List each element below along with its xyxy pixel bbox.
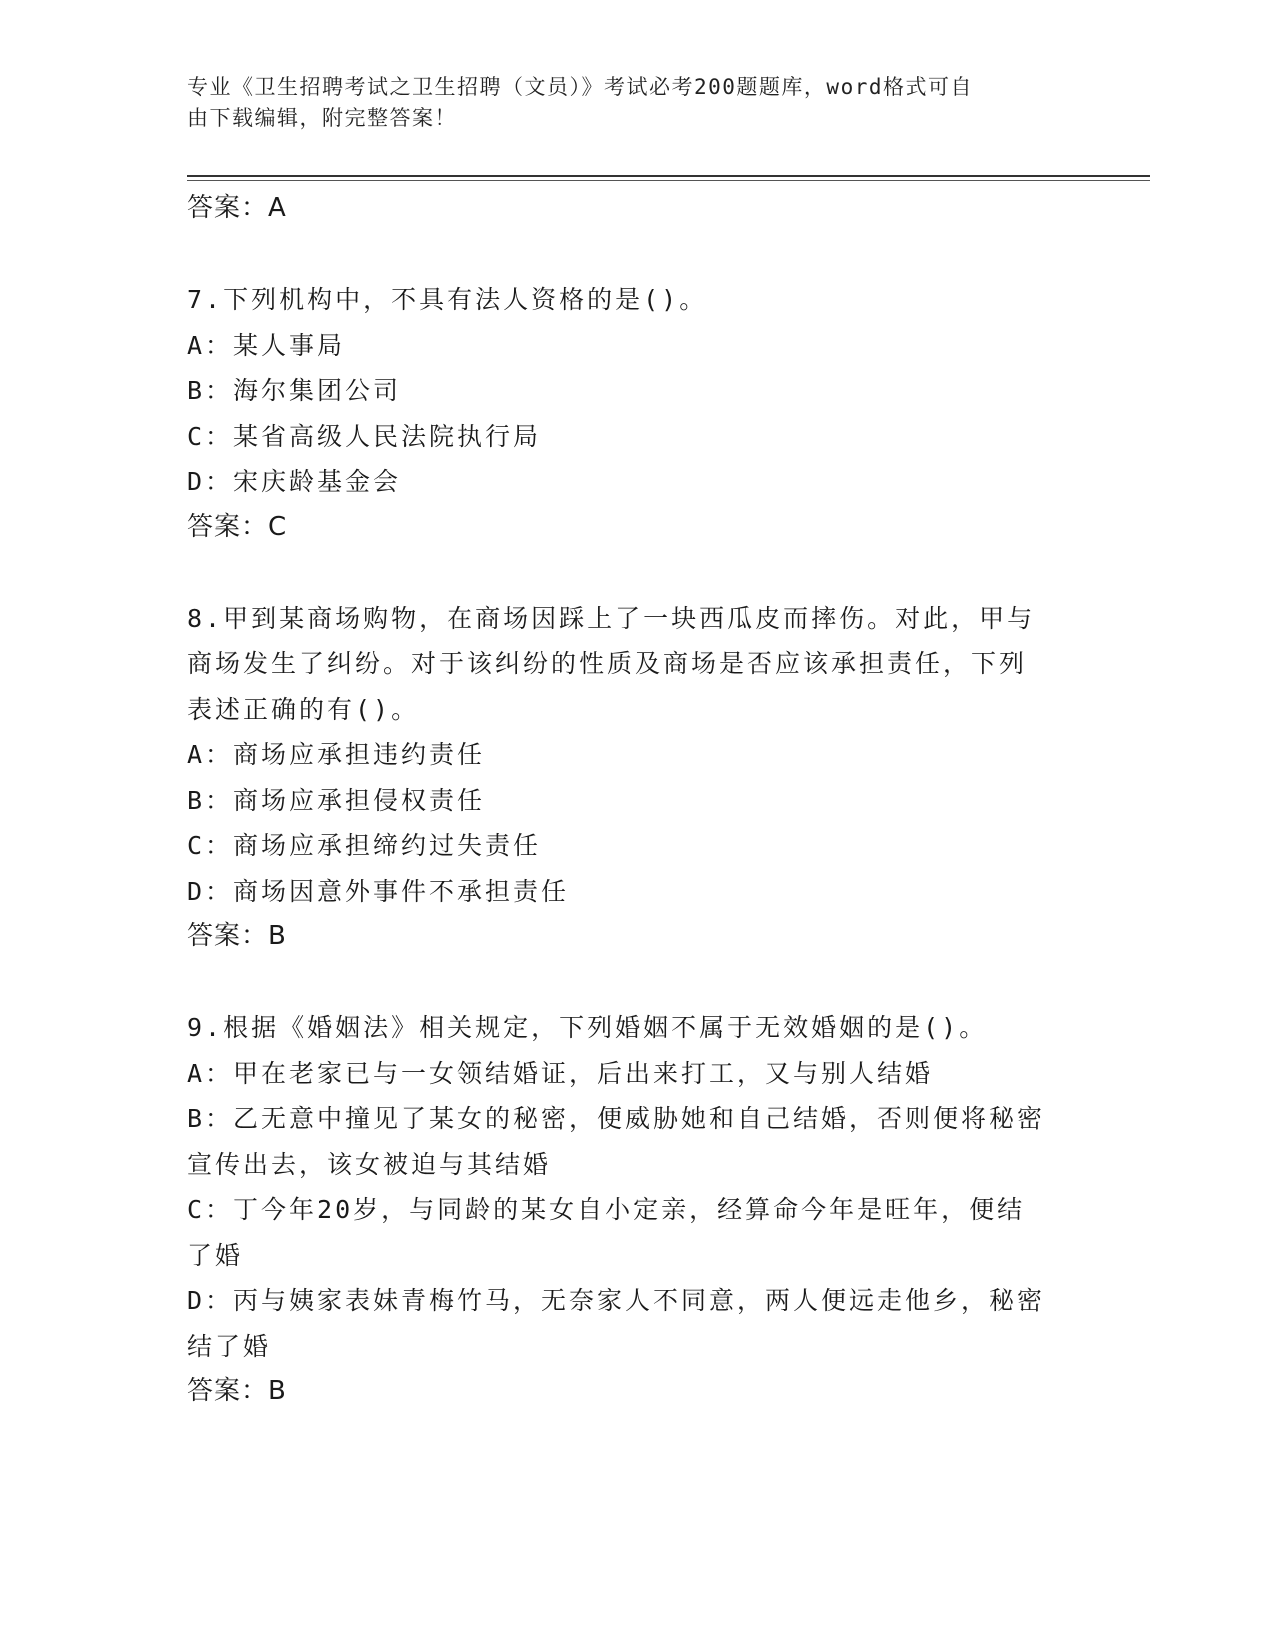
option-c: C：某省高级人民法院执行局 — [187, 421, 542, 451]
option-b: B：商场应承担侵权责任 — [187, 785, 486, 815]
option-c: C：丁今年20岁，与同龄的某女自小定亲，经算命今年是旺年，便结 — [187, 1195, 1026, 1224]
option-b: B：乙无意中撞见了某女的秘密，便威胁她和自己结婚，否则便将秘密 — [187, 1104, 1046, 1133]
question-stem: 9.根据《婚姻法》相关规定，下列婚姻不属于无效婚姻的是()。 — [187, 1013, 988, 1042]
question-stem: 7.下列机构中，不具有法人资格的是()。 — [187, 285, 708, 314]
option-a: A：甲在老家已与一女领结婚证，后出来打工，又与别人结婚 — [187, 1058, 934, 1088]
option-a: A：某人事局 — [187, 330, 346, 360]
answer-line: 答案：B — [187, 1376, 287, 1406]
question-block — [187, 596, 1087, 960]
option-c: C：商场应承担缔约过失责任 — [187, 831, 542, 860]
option-b: B：海尔集团公司 — [187, 376, 402, 405]
spacer — [187, 960, 1087, 1006]
option-d-cont: 结了婚 — [187, 1331, 272, 1361]
option-c-cont: 了婚 — [187, 1240, 244, 1270]
spacer — [187, 550, 1087, 596]
option-a: A：商场应承担违约责任 — [187, 740, 486, 769]
header-line: 由下载编辑，附完整答案！ — [187, 106, 457, 130]
option-b-cont: 宣传出去，该女被迫与其结婚 — [187, 1149, 552, 1179]
header-rule-thick — [187, 175, 1150, 177]
answer-line: 答案：A — [187, 193, 287, 223]
question-stem: 8.甲到某商场购物，在商场因踩上了一块西瓜皮而摔伤。对此，甲与 — [187, 603, 1036, 633]
spacer — [187, 232, 1087, 278]
question-stem: 表述正确的有()。 — [187, 694, 420, 724]
option-d: D：丙与姨家表妹青梅竹马，无奈家人不同意，两人便远走他乡，秘密 — [187, 1286, 1046, 1315]
page-header — [187, 72, 1067, 134]
answer-line: 答案：B — [187, 921, 287, 951]
answer-line: 答案：C — [187, 511, 288, 542]
question-stem: 商场发生了纠纷。对于该纠纷的性质及商场是否应该承担责任，下列 — [187, 649, 1028, 678]
header-rule-thin — [187, 180, 1150, 181]
question-body — [187, 186, 1087, 1415]
option-d: D：宋庆龄基金会 — [187, 467, 402, 496]
question-block — [187, 277, 1087, 550]
option-d: D：商场因意外事件不承担责任 — [187, 876, 570, 906]
question-block — [187, 1005, 1087, 1415]
header-line: 专业《卫生招聘考试之卫生招聘（文员）》考试必考200题题库，word格式可自 — [187, 75, 973, 99]
